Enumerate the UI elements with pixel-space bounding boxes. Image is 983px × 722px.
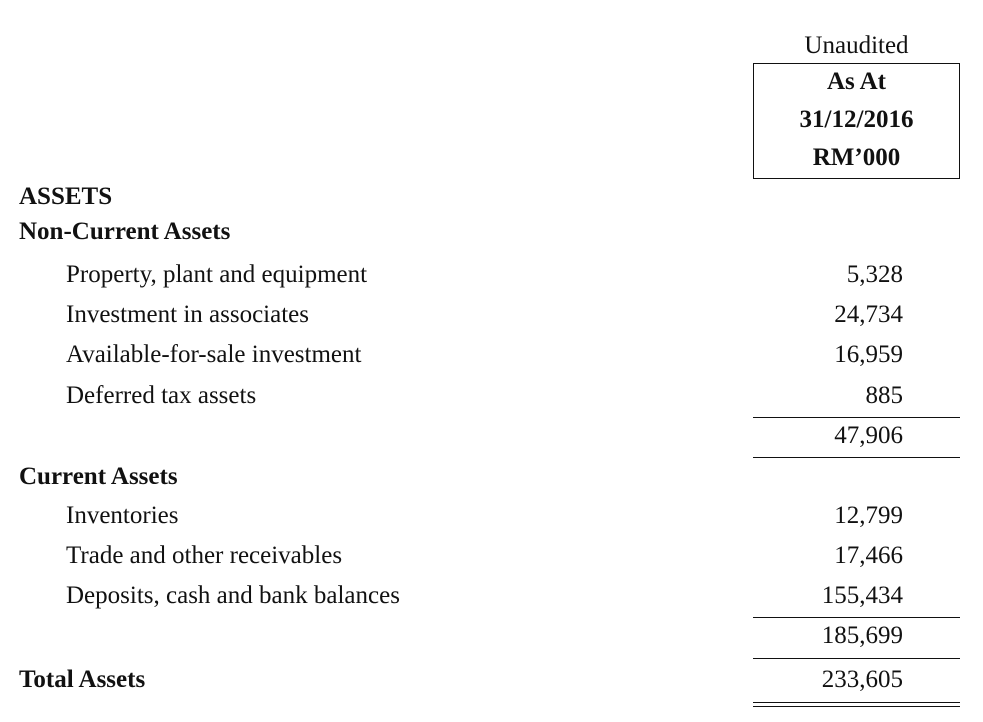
line-item-label: Trade and other receivables	[66, 542, 343, 569]
line-item-label: Investment in associates	[66, 301, 309, 328]
line-item-value: 885	[865, 382, 903, 409]
non-current-subtotal: 47,906	[834, 422, 903, 449]
subtotal-rule-top	[753, 417, 960, 418]
non-current-assets-heading: Non-Current Assets	[19, 218, 231, 245]
current-assets-heading: Current Assets	[19, 463, 178, 490]
column-status: Unaudited	[804, 32, 909, 59]
column-header-as-at: As At	[826, 68, 887, 95]
line-item-value: 17,466	[834, 542, 903, 569]
line-item-label: Deposits, cash and bank balances	[66, 582, 400, 609]
line-item-label: Property, plant and equipment	[66, 261, 368, 288]
line-item-label: Inventories	[66, 502, 179, 529]
line-item-value: 155,434	[821, 582, 903, 609]
line-item-value: 24,734	[834, 301, 903, 328]
line-item-value: 5,328	[846, 261, 903, 288]
total-double-rule-bottom	[753, 706, 960, 707]
line-item-label: Available-for-sale investment	[66, 341, 362, 368]
assets-heading: ASSETS	[19, 183, 113, 210]
column-header-unit: RM’000	[812, 144, 901, 171]
line-item-value: 16,959	[834, 341, 903, 368]
total-assets-value: 233,605	[821, 666, 903, 693]
column-header-date: 31/12/2016	[799, 106, 914, 133]
total-assets-label: Total Assets	[19, 666, 146, 693]
line-item-value: 12,799	[834, 502, 903, 529]
subtotal-rule-bottom	[753, 658, 960, 659]
subtotal-rule-bottom	[753, 457, 960, 458]
line-item-label: Deferred tax assets	[66, 382, 257, 409]
subtotal-rule-top	[753, 617, 960, 618]
current-subtotal: 185,699	[821, 622, 903, 649]
total-double-rule-top	[753, 702, 960, 703]
